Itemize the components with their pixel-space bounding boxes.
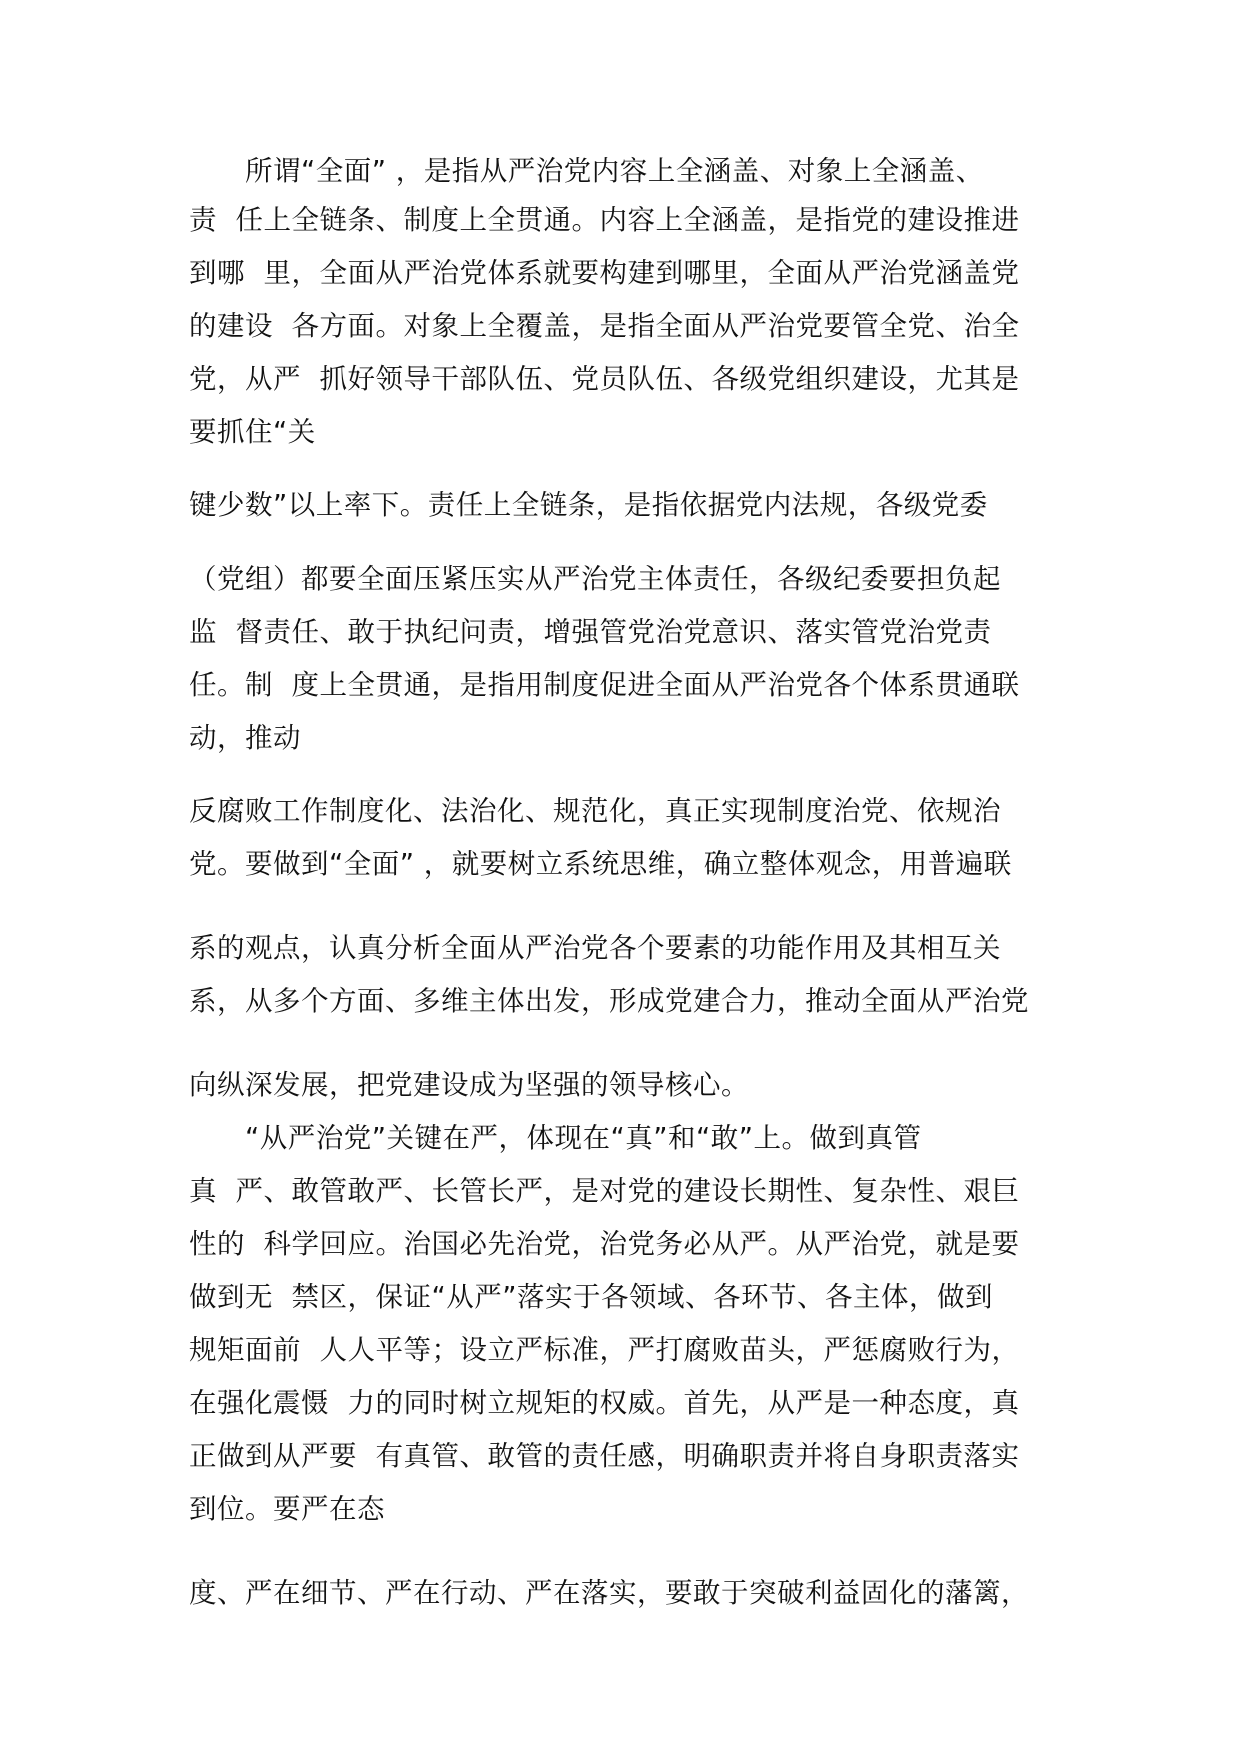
text-line: 系，从多个方面、多维主体出发，形成党建合力，推动全面从严治党 [189,985,1029,1017]
text-line: 的建设 各方面。对象上全覆盖，是指全面从严治党要管全党、治全 [189,310,1020,342]
text-line: 真 严、敢管敢严、长管长严，是对党的建设长期性、复杂性、艰巨 [189,1175,1020,1207]
text-line: 做到无 禁区，保证“从严”落实于各领域、各环节、各主体，做到 [189,1281,993,1313]
text-line: 规矩面前 人人平等；设立严标准，严打腐败苗头，严惩腐败行为， [189,1334,1020,1366]
text-line: 责 任上全链条、制度上全贯通。内容上全涵盖，是指党的建设推进 [189,204,1020,236]
text-line: 党。要做到“全面” ，就要树立系统思维，确立整体观念，用普遍联 [189,848,1012,880]
text-line: 到位。要严在态 [189,1493,385,1525]
text-line: 任。制 度上全贯通，是指用制度促进全面从严治党各个体系贯通联 [189,669,1020,701]
text-line: 在强化震慑 力的同时树立规矩的权威。首先，从严是一种态度，真 [189,1387,1020,1419]
text-line: 监 督责任、敢于执纪问责，增强管党治党意识、落实管党治党责 [189,616,992,648]
text-line: “从严治党”关键在严，体现在“真”和“敢”上。做到真管 [189,1122,922,1154]
text-line: 正做到从严要 有真管、敢管的责任感，明确职责并将自身职责落实 [189,1440,1020,1472]
text-line: 度、严在细节、严在行动、严在落实，要敢于突破利益固化的藩篱， [189,1577,1029,1609]
text-line: 所谓“全面” ，是指从严治党内容上全涵盖、对象上全涵盖、 [189,155,984,187]
text-line: 键少数”以上率下。责任上全链条，是指依据党内法规，各级党委 [189,489,988,521]
text-line: （党组）都要全面压紧压实从严治党主体责任，各级纪委要担负起 [189,563,1001,595]
text-line: 反腐败工作制度化、法治化、规范化，真正实现制度治党、依规治 [189,795,1001,827]
text-line: 党，从严 抓好领导干部队伍、党员队伍、各级党组织建设，尤其是 [189,363,1020,395]
text-line: 到哪 里，全面从严治党体系就要构建到哪里，全面从严治党涵盖党 [189,257,1020,289]
text-line: 向纵深发展，把党建设成为坚强的领导核心。 [189,1069,749,1101]
text-line: 系的观点，认真分析全面从严治党各个要素的功能作用及其相互关 [189,932,1001,964]
text-line: 动，推动 [189,722,301,754]
text-line: 要抓住“关 [189,416,316,448]
text-line: 性的 科学回应。治国必先治党，治党务必从严。从严治党，就是要 [189,1228,1020,1260]
